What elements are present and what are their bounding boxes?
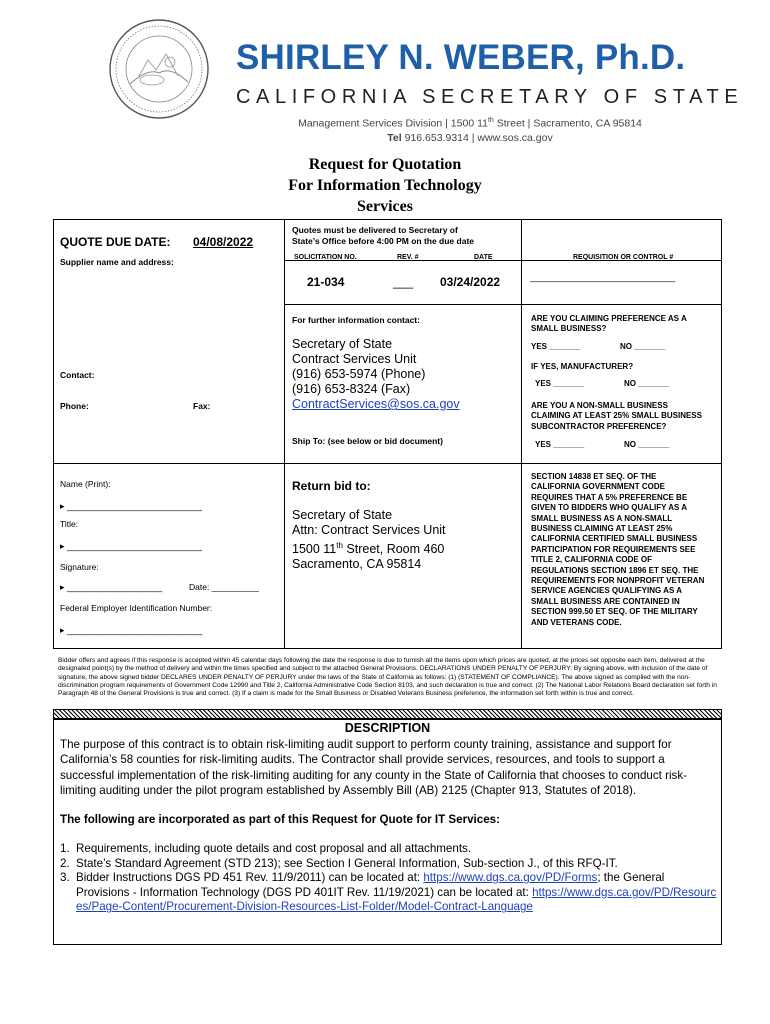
description-heading: DESCRIPTION	[344, 721, 431, 735]
list-item: 1. Requirements, including quote details and cost proposal and all attachments.	[60, 842, 472, 855]
phone-label: Phone:	[60, 401, 89, 411]
title-label: Title:	[60, 519, 79, 529]
dgs-forms-link[interactable]: https://www.dgs.ca.gov/PD/Forms	[423, 871, 598, 885]
state-seal-logo	[108, 18, 210, 120]
preference-statute-text: SECTION 14838 ET SEQ. OF THE CALIFORNIA GOVERNMENT CODE REQUIRES THAT A 5% PREFERENCE BE GIVEN TO BIDDERS WHO QUALIFY AS A SMALL BUSINESS AS A NON-SMALL BUSINESS CLAIMING AT LEAST 25% CALIFORNIA CERTIFIED SMALL BUSINESS PARTICIPATION FOR REQUIREMENTS SEE TITLE 2, CALIFORNIA CODE OF REGULATIONS SECTION 1896 ET SEQ. THE REQUIREMENTS FOR NONPROFIT VETERAN SERVICE AGENCIES QUALIFYING AS A SMALL BUSINESS ARE CONTAINED IN SECTION 999.50 ET SEQ. OF THE MILITARY AND VETERANS CODE.	[531, 472, 705, 627]
solicitation-number: 21-034	[307, 275, 345, 289]
perjury-declaration: Bidder offers and agrees if this response is accepted within 45 calendar days following the date the response is due to furnish all the items upon which prices are quoted, at the prices set opposite each item, delivered at the designated point(s) by the method of delivery and within the times specified and subject to the attached General Provisions. DECLARATIONS UNDER PENALTY OF PERJURY: By signing above, with inclusion of the date of signature, the above signed bidder DECLARES UNDER PENALTY OF PERJURY under the laws of the State of California as follows: (1) (STATEMENT OF COMPLIANCE). The above signed as complied with the non-discrimination program requirements of Government Code 12990 and Title 2, California Administrative Code Section 8103, and such declaration is true and correct. (2) The National Labor Relations Board declaration set forth in Paragraph 48 of the General Provisions is true and correct. (3) If a claim is made for the Small Business or Disabled Veterans Business preference, the information set forth within is true and correct.	[58, 657, 717, 698]
quote-due-label: QUOTE DUE DATE:	[60, 235, 171, 249]
delivery-note-2: State’s Office before 4:00 PM on the due date	[292, 236, 475, 246]
incorporated-list	[60, 842, 720, 915]
further-info-label: For further information contact:	[292, 315, 420, 325]
date-header: DATE	[474, 254, 493, 261]
small-business-yes[interactable]: YES _______	[531, 342, 581, 351]
name-print-field[interactable]: ▸ ___________________________	[60, 501, 203, 511]
signature-label: Signature:	[60, 562, 99, 572]
list-item: 3. Bidder Instructions DGS PD 451 Rev. 11/9/2011) can be located at: https://www.dgs.ca.gov/PD/Forms; the General Provisions - Information Technology (DGS PD 401IT Rev. 11/19/2021) can be located at: https://www.dgs.ca.gov/PD/Resources/Page-Content/Procurement-Division-Resources-List-Folder/Model-Contract-Language	[60, 871, 717, 914]
delivery-note-1: Quotes must be delivered to Secretary of	[292, 225, 458, 235]
manufacturer-no[interactable]: NO _______	[624, 379, 670, 388]
description-body: The purpose of this contract is to obtain risk-limiting audit support to perform county training, assistance and support for California’s 58 counties for risk-limiting audits. The Contractor shall provide services, resources, and tools to support a successful implementation of the risk-limiting auditing for any county in the State of California that chooses to conduct risk-limiting auditing under the pilot program established by Assembly Bill (AB) 2125 (Chapter 913, Statutes of 2018).	[60, 738, 688, 797]
small-business-question: ARE YOU CLAIMING PREFERENCE AS A SMALL BUSINESS?	[531, 314, 687, 334]
fein-field[interactable]: ▸ ___________________________	[60, 625, 203, 635]
ship-to-label: Ship To: (see below or bid document)	[292, 436, 443, 446]
requisition-header: REQUISITION OR CONTROL #	[573, 254, 674, 261]
supplier-label: Supplier name and address:	[60, 257, 174, 267]
signature-field[interactable]: ▸ ___________________	[60, 582, 163, 592]
nonsmall-business-question: ARE YOU A NON-SMALL BUSINESS CLAIMING AT LEAST 25% SMALL BUSINESS SUBCONTRACTOR PREFERENCE?	[531, 401, 702, 431]
model-contract-link[interactable]: https://www.dgs.ca.gov/PD/Resources/Page-Content/Procurement-Division-Resources-List-Folder/Model-Contract-Language	[76, 885, 717, 914]
fax-label: Fax:	[193, 401, 211, 411]
office-address: Management Services Division | 1500 11th Street | Sacramento, CA 95814	[298, 117, 642, 130]
rev-number[interactable]: ___	[393, 275, 414, 289]
solicitation-date: 03/24/2022	[440, 275, 501, 289]
rev-header: REV. #	[397, 254, 419, 261]
solicitation-header: SOLICITATION NO.	[294, 254, 357, 261]
contact-email-link[interactable]: ContractServices@sos.ca.gov	[292, 397, 460, 411]
contact-info-block: Secretary of State Contract Services Unit (916) 653-5974 (Phone) (916) 653-8324 (Fax) ContractServices@sos.ca.gov	[292, 337, 460, 411]
signature-date-field[interactable]: Date: __________	[189, 582, 259, 592]
office-contact-line: Tel 916.653.9314 | www.sos.ca.gov	[387, 132, 553, 144]
quote-due-date: 04/08/2022	[193, 235, 254, 249]
small-business-no[interactable]: NO _______	[620, 342, 666, 351]
name-print-label: Name (Print):	[60, 479, 111, 489]
contact-label: Contact:	[60, 370, 95, 380]
nonsmall-no[interactable]: NO _______	[624, 440, 670, 449]
title-field[interactable]: ▸ ___________________________	[60, 541, 203, 551]
list-item: 2. State’s Standard Agreement (STD 213); see Section I General Information, Sub-section J., of this RFQ-IT.	[60, 856, 618, 870]
document-title: Request for Quotation For Information Technology Services	[288, 156, 482, 215]
fein-label: Federal Employer Identification Number:	[60, 603, 213, 613]
manufacturer-yes[interactable]: YES _______	[535, 379, 585, 388]
return-bid-label: Return bid to:	[292, 479, 371, 493]
official-name: SHIRLEY N. WEBER, Ph.D.	[236, 38, 686, 77]
return-address-block: Secretary of State Attn: Contract Services Unit 1500 11th Street, Room 460 Sacramento, CA 95814	[292, 508, 446, 572]
incorporated-heading: The following are incorporated as part of this Request for Quote for IT Services:	[60, 813, 500, 826]
office-name: CALIFORNIA SECRETARY OF STATE	[236, 86, 744, 108]
requisition-number-field[interactable]: _____________________________	[530, 272, 676, 282]
manufacturer-question: IF YES, MANUFACTURER?	[531, 362, 634, 371]
nonsmall-yes[interactable]: YES _______	[535, 440, 585, 449]
divider-bar	[53, 709, 722, 719]
